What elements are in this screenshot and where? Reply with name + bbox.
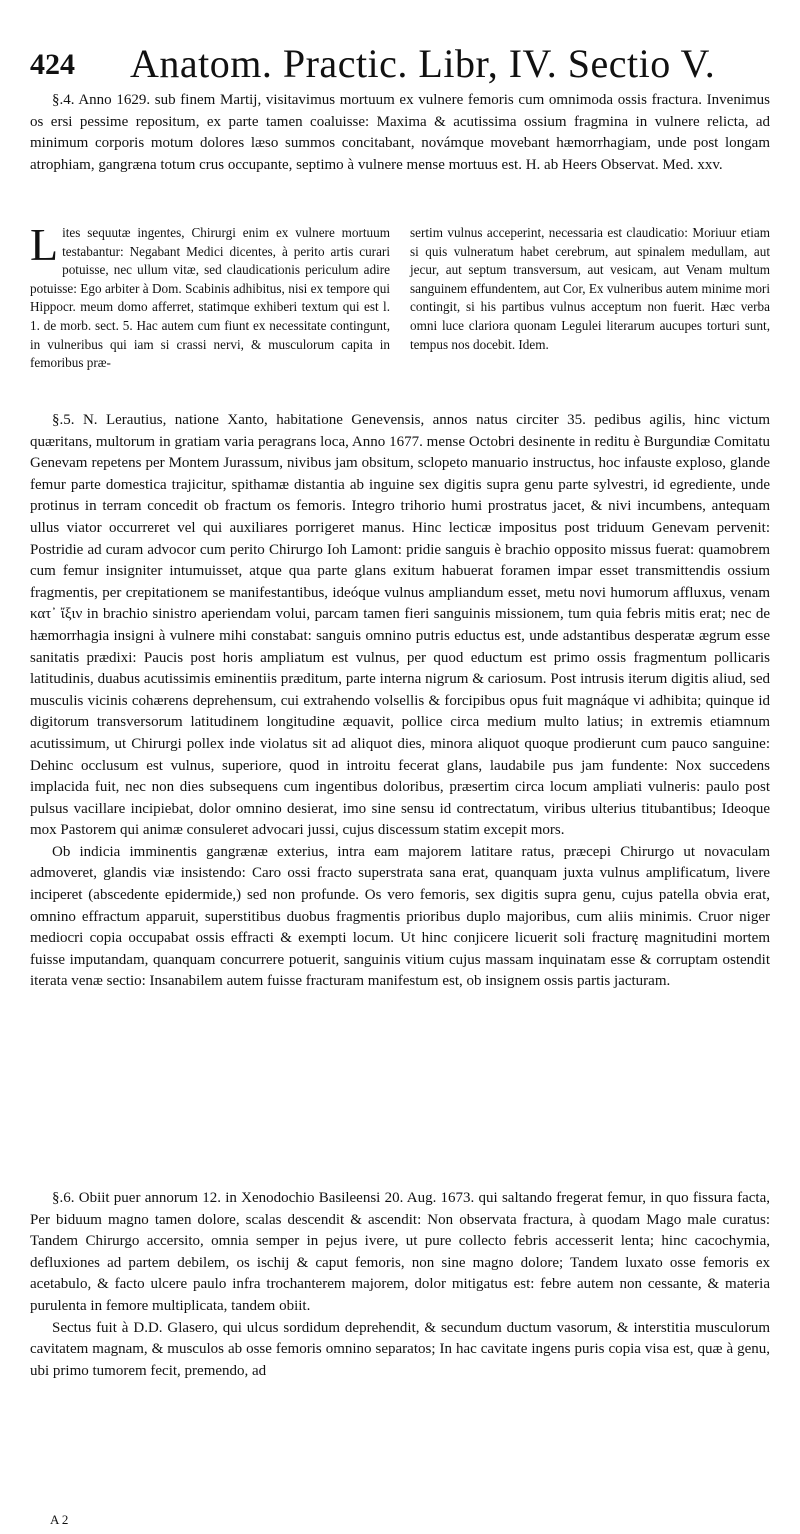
right-column-text: sertim vulnus acceperint, necessaria est claudicatio: Moriuur etiam si quis vulneratum habet cerebrum, aut spinalem medullam, aut jecur, aut septum transversum, aut vesicam, aut Venam multum sanguinem effundentem, aut Cor, Ex vulneribus autem minime mori contingit, si his partibus vulnus acceptum non fuerit. Hæc verba omni luce clariora quonam Legulei literarum aucupes torturi sunt, tempus nos docebit. Idem. [410,225,770,352]
section-5 [30,410,770,993]
page-header [30,40,790,90]
drop-cap: L [30,219,59,270]
paragraph: Ob indicia imminentis gangrænæ exterius, intra eam majorem latitare ratus, præcepi Chirurgo ut novaculam admoveret, glandis viæ insistendo: Caro ossi fracto superstrata sana erat, quanquam juxta vulnus amplificatum, livere inciperet (abscedente epidermide,) sed non profunde. Os vero femoris, sex digitis supra genu, cujus patella obvia erat, omnino effractum apparuit, superstitibus duobus fragmentis prioribus duplo majoribus, cum aliis minimis. Cruor niger mediocri copia occupabat ossis effracti & exempti locum. Ut hinc conjicere licuerit soli fracturę magnitudini mortem fuisse imputandam, quanquam concurrere potuerit, sanguinis vitium cujus massam inquinatam esse & corruptam ostendit iterata venæ sectio: Insanabilem autem fuisse fracturam manifestum est, ob insignem ossis partis jacturam. [30,843,770,990]
paragraph: §.6. Obiit puer annorum 12. in Xenodochio Basileensi 20. Aug. 1673. qui saltando fregerat femur, in quo fissura facta, Per biduum magno tamen dolore, scalas descendit & ascendit: Non observata fractura, à quodam Mago male curatus: Tandem Chirurgo accersito, omnia semper in pejus ivere, ut pure collecto febris accesserit lenta; hinc cacochymia, defluxiones ad partem debilem, os ischij & caput femoris, non sine magno dolore; Tandem luxato osse femoris ex acetabulo, & facto ulcere paulo infra trochanterem majorem, dolor mitigatus est: febre autem non cessante, & materia purulenta in femore multiplicata, tandem obiit. [30,1190,770,1314]
left-column [30,219,390,373]
running-title: Anatom. Practic. Libr, IV. Sectio V. [130,41,716,86]
section-4 [30,90,770,176]
page-number: 424 [30,48,75,81]
paragraph: Sectus fuit à D.D. Glasero, qui ulcus sordidum deprehendit, & secundum ductum vasorum, & interstitia musculorum cavitatem magnam, & musculos ab osse femoris omnino separatos; In hac cavitate ingens puris copia visa est, quæ à genu, ubi primo tumorem fecit, premendo, ad [30,1319,770,1379]
right-column [410,224,770,354]
left-column-text: ites sequutæ ingentes, Chirurgi enim ex vulnere mortuum testabantur: Negabant Medici dicentes, à perito artis curari potuisse, nec ullum vitæ, sed claudicationis periculum adire potuisse: Ego arbiter à Dom. Scabinis adhibitus, nisi ex tempore qui Hippocr. meum domo afferret, statimque exhiberi textum qui est l. 1. de morb. sect. 5. Hac autem cum fiunt ex necessitate contingunt, in vulneribus qui iam si crassi nervi, & musculorum capita in femoribus præ- [30,225,390,371]
section-6 [30,1188,770,1382]
two-column-block [30,219,770,404]
paragraph: §.5. N. Lerautius, natione Xanto, habitatione Genevensis, annos natus circiter 35. pedibus agilis, hinc victum quæritans, multorum in gratiam varia peragrans loca, Anno 1677. mense Octobri desinente in reditu è Burgundiæ Comitatu Genevam repetens per Montem Jurassum, nivibus jam obsitum, sclopeto manuario instructus, hoc infauste exploso, glande femur parte domestica trajicitur, spithamæ distantia ab inguine sex digitis supra genu parte sylvestri, id egrediente, unde protinus in terram concedit ob fractum os femoris. Integro trihorio humi prostratus jacet, & nivi incumbens, antequam ullus viator occurreret vel qui auxiliares porrigeret manus. Hinc lecticæ impositus post triduum Genevam pervenit: Postridie ad curam advocor cum perito Chirurgo Ioh Lamont: pridie sanguis è brachio opposito missus fuerat: quamobrem cum femur insigniter intumuisset, atque qua parte glans exitum habuerat foramen impar esset transmittendis ossium fragmentis, per crepitationem se manifestantibus, ideóque vulnus ampliandum esset, metu novi humorum affluxus, venam κατ᾽ ἴξιν in brachio sinistro aperiendam volui, parcam tamen fieri sanguinis missionem, tum quia febris mitis erat; nec de hæmorrhagia insigni à vulnere mihi constabat: sanguis omnino putris eductus est, unde adstantibus desperatæ ægrum esse sanitatis prædixi: Paucis post horis ampliatum est vulnus, per quod eductum est primo ossis fragmentum pollicaris latitudinis, duabus acutissimis eminentiis præditum, parte interna nigrum & cariosum. Post intrusis iterum digitis aliud, sed musculis vicinis cohærens deprehensum, cui extrahendo volsellis & forcipibus opus fuit magnáque vi adhibita; quinque id digitorum transversorum latitudinem longitudine æquavit, pollice circa medium multo latius; in extremis etiamnum acutissimum, ut Chirurgi pollex inde violatus sit ad aliquot dies, minora aliquot quoque prodierunt cum pauco sanguine: Dehinc occlusum est vulnus, superiore, quod in introitu fecerat glans, laudabile pus jam fundente: Nox succedens implacida fuit, nec non dies subsequens cum ingentibus doloribus, præsertim circa locum ampliati vulneris: paulo post pulsus vacillare incipiebat, dolor omnino desierat, imo sine sensu id contrectatum, viribus ulterius titubantibus; Ideoque mox Pastorem qui animæ consuleret advocari jussi, cujus discessum statim excepit mors. [30,412,770,839]
paragraph [30,219,390,373]
paragraph: §.4. Anno 1629. sub finem Martij, visitavimus mortuum ex vulnere femoris cum omnimoda ossis fractura. Invenimus os ersi pessime repositum, ex parte tamen coaluisse: Maxima & acutissima ossium fragmina in vulnere relicta, ad minimum corporis motum dolores læso summos concitabant, novámque movebant hæmorrhagiam, unde post longam atrophiam, gangræna totum crus occupante, septimo à vulnere mense mortuus est. H. ab Heers Observat. Med. xxv. [30,92,770,173]
signature-mark: A 2 [50,1512,69,1527]
